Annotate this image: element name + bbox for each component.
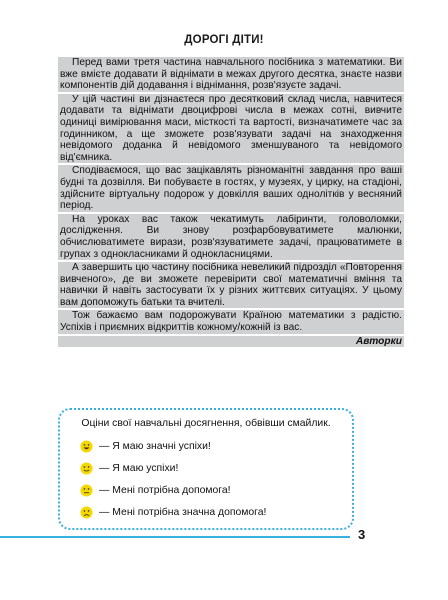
assessment-label-2: — Я маю успіхи! (99, 462, 179, 474)
sad-smiley-icon[interactable] (80, 506, 93, 519)
big-smile-smiley-icon[interactable] (80, 440, 93, 453)
assessment-item-2 (80, 458, 178, 478)
paragraph-6: Тож бажаємо вам подорожувати Країною математики з радістю. Успіхів і приємних відкриттів кожному/кожній із вас. (60, 310, 402, 334)
footer-divider (0, 536, 350, 538)
page-title: ДОРОГІ ДІТИ! (184, 34, 264, 46)
assessment-label-1: — Я маю значні успіхи! (99, 440, 211, 452)
assessment-label-3: — Мені потрібна допомога! (99, 484, 231, 496)
assessment-item-4 (80, 502, 266, 522)
neutral-smiley-icon[interactable] (80, 484, 93, 497)
paragraph-5: А завершить цю частину посібника невеликий підрозділ «Повторення вивченого», де ви зможете перевірити свої математичні вміння та навички й навіть застосувати їх у різних життєвих ситуаціях. У цьому вам допоможуть батьки та вчителі. (60, 262, 402, 308)
self-assessment-box (58, 408, 354, 530)
signature: Авторки (58, 336, 404, 348)
page-number: 3 (358, 527, 366, 542)
paragraph-2: У цій частині ви дізнаєтеся про десятковий склад числа, навчитеся додавати та віднімати двоцифрові числа в межах сотні, вивчите одиниці вимірювання маси, місткості та вартості, визначатимете час за годинником, а ще зможете розв'язувати задачі на знаходження невідомого доданка й невідомого зменшуваного та невідомого від'ємника. (60, 93, 402, 163)
paragraph-4: На уроках вас також чекатимуть лабіринти, головоломки, дослідження. Ви знову розфарбовуватимете малюнки, обчислюватимете вирази, розв'язуватимете задачі, працюватимете в групах з однокласниками й однокласницями. (60, 213, 402, 260)
self-assessment-title: Оціни свої навчальні досягнення, обвівши смайлик. (81, 418, 331, 429)
paragraph-1: Перед вами третя частина навчального посібника з математики. Ви вже вмієте додавати й віднімати в межах другого десятка, знаєте назви компонентів дій додавання і віднімання, розв'язуєте задачі. (60, 57, 402, 92)
smile-smiley-icon[interactable] (80, 462, 93, 475)
assessment-item-3 (80, 480, 231, 500)
assessment-item-1 (80, 436, 211, 456)
assessment-label-4: — Мені потрібна значна допомога! (99, 506, 267, 518)
introduction-text (58, 57, 404, 349)
paragraph-3: Сподіваємося, що вас зацікавлять різноманітні завдання про ваші будні та дозвілля. Ви побуваєте в гостях, у музеях, у цирку, на стадіоні, здійсните віртуальну подорож у довкілля ваших однолітків у весняний період. (60, 165, 402, 212)
